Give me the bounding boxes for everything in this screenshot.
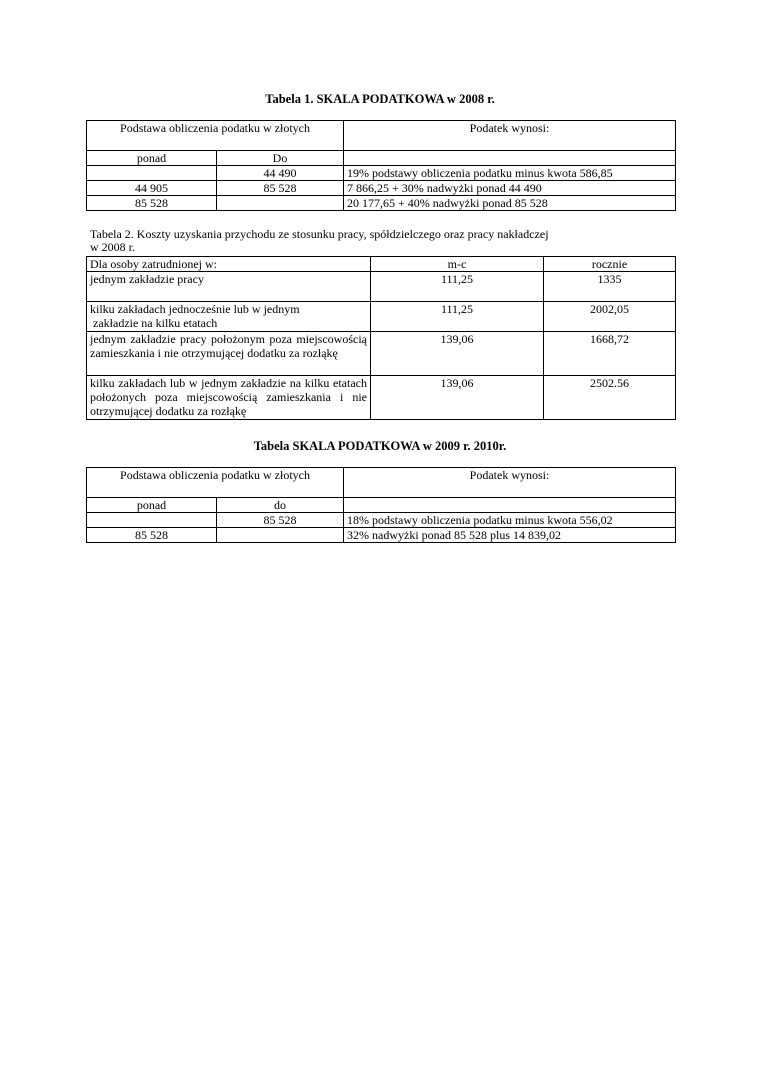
table2-row2-desc-line2: zakładzie na kilku etatach — [90, 316, 218, 330]
table-row — [87, 181, 676, 196]
table1-row3-over: 85 528 — [87, 196, 217, 211]
table2-header-desc: Dla osoby zatrudnionej w: — [87, 257, 371, 272]
table2-header-year: rocznie — [544, 257, 676, 272]
table2-caption-line1: Tabela 2. Koszty uzyskania przychodu ze stosunku pracy, spółdzielczego oraz pracy nakładczej — [90, 227, 549, 241]
table3-col-over: ponad — [87, 498, 217, 513]
table3-empty-cell — [344, 498, 676, 513]
table2-row4-desc: kilku zakładach lub w jednym zakładzie na kilku etatach położonych poza miejscowością zamieszkania i nie otrzymującej dodatku za rozłąkę — [87, 376, 371, 420]
table1-title: Tabela 1. SKALA PODATKOWA w 2008 r. — [265, 92, 495, 106]
table3-row2-tax: 32% nadwyżki ponad 85 528 plus 14 839,02 — [344, 528, 676, 543]
table-row — [87, 528, 676, 543]
table1-row1-tax: 19% podstawy obliczenia podatku minus kwota 586,85 — [344, 166, 676, 181]
table3-title: Tabela SKALA PODATKOWA w 2009 r. 2010r. — [253, 439, 507, 453]
table-row — [87, 376, 676, 420]
table2-row2-month: 111,25 — [371, 302, 544, 332]
table1-row2-tax: 7 866,25 + 30% nadwyżki ponad 44 490 — [344, 181, 676, 196]
table2-row4-month: 139,06 — [371, 376, 544, 420]
table2-caption — [90, 228, 590, 254]
table2-row1-desc: jednym zakładzie pracy — [87, 272, 371, 302]
table1-col-to: Do — [217, 151, 344, 166]
table-row — [87, 196, 676, 211]
table2-row3-month: 139,06 — [371, 332, 544, 376]
table1-empty-cell — [344, 151, 676, 166]
table1-row3-tax: 20 177,65 + 40% nadwyżki ponad 85 528 — [344, 196, 676, 211]
table-row — [87, 272, 676, 302]
table3-header-tax: Podatek wynosi: — [344, 468, 676, 498]
table2 — [86, 256, 676, 420]
table3-header-base: Podstawa obliczenia podatku w złotych — [87, 468, 344, 498]
table2-row2-year: 2002,05 — [544, 302, 676, 332]
table2-row1-year: 1335 — [544, 272, 676, 302]
table2-row4-year: 2502.56 — [544, 376, 676, 420]
table3-row2-to — [217, 528, 344, 543]
table2-row3-desc: jednym zakładzie pracy położonym poza miejscowością zamieszkania i nie otrzymującej dodatku za rozłąkę — [87, 332, 371, 376]
table1-row3-to — [217, 196, 344, 211]
table1-row1-to: 44 490 — [217, 166, 344, 181]
table-row — [87, 166, 676, 181]
table2-row2-desc-line1: kilku zakładach jednocześnie lub w jednym — [90, 302, 300, 316]
table-row — [87, 302, 676, 332]
table3-col-to: do — [217, 498, 344, 513]
table1-header-tax: Podatek wynosi: — [344, 121, 676, 151]
table3-row2-over: 85 528 — [87, 528, 217, 543]
table3 — [86, 467, 676, 543]
table1-row2-over: 44 905 — [87, 181, 217, 196]
table1 — [86, 120, 676, 211]
table2-header-month: m-c — [371, 257, 544, 272]
table2-caption-line2: w 2008 r. — [90, 240, 135, 254]
table2-row1-month: 111,25 — [371, 272, 544, 302]
table-row — [87, 513, 676, 528]
table-row — [87, 332, 676, 376]
table1-row2-to: 85 528 — [217, 181, 344, 196]
table2-row3-year: 1668,72 — [544, 332, 676, 376]
table3-row1-tax: 18% podstawy obliczenia podatku minus kwota 556,02 — [344, 513, 676, 528]
table3-row1-over — [87, 513, 217, 528]
table3-row1-to: 85 528 — [217, 513, 344, 528]
table1-col-over: ponad — [87, 151, 217, 166]
table2-row2-desc — [87, 302, 371, 332]
table1-header-base: Podstawa obliczenia podatku w złotych — [87, 121, 344, 151]
table1-row1-over — [87, 166, 217, 181]
